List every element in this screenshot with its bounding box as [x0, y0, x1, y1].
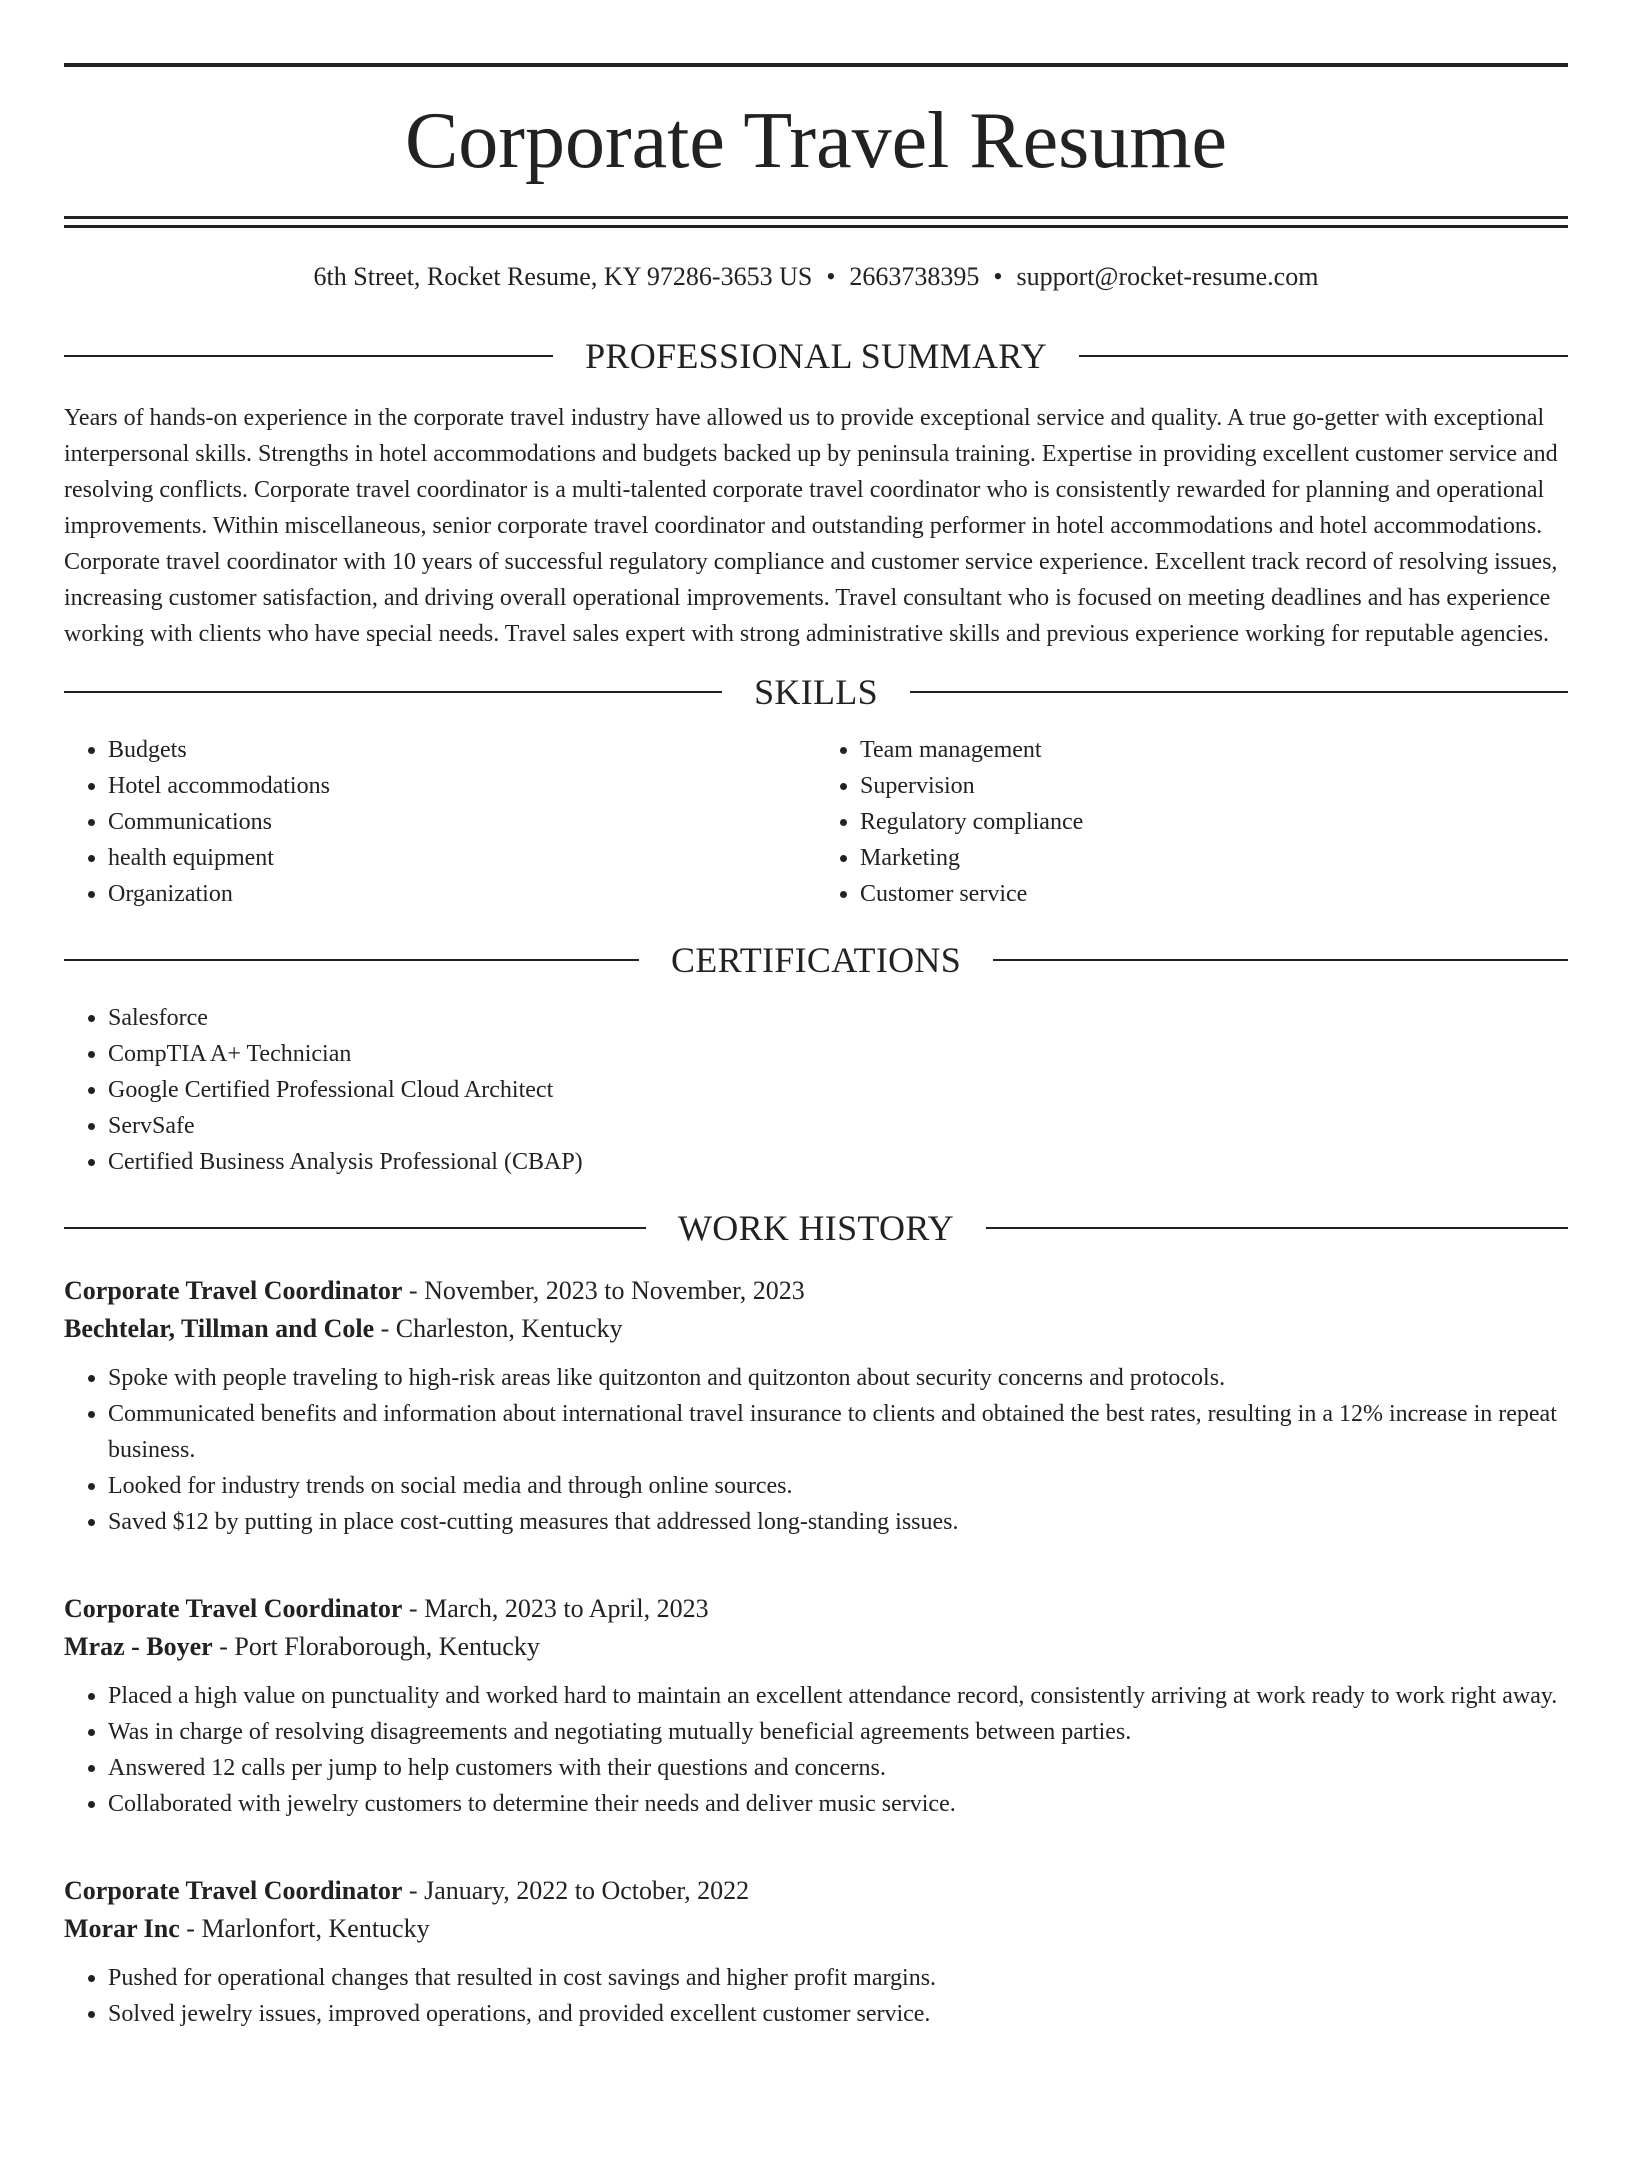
- job-bullet: • Communicated benefits and information about international travel insurance to clients and obtained the best rates, resulting in a 12% increase in repeat business.: [108, 1396, 1568, 1468]
- certification-item: • Certified Business Analysis Professional (CBAP): [108, 1144, 1568, 1180]
- page-title: Corporate Travel Resume: [404, 97, 1228, 185]
- heading-rule: [986, 1227, 1568, 1229]
- skills-list-left: [64, 732, 816, 912]
- certifications-heading-label: CERTIFICATIONS: [670, 940, 962, 980]
- top-rule: [64, 63, 1568, 67]
- job-title-line: [64, 1272, 1568, 1310]
- skill-item: • Regulatory compliance: [860, 804, 1568, 840]
- job-entry: [64, 1272, 1568, 1540]
- summary-heading: [64, 338, 1568, 374]
- job-bullet: • Spoke with people traveling to high-risk areas like quitzonton and quitzonton about security concerns and protocols.: [108, 1360, 1568, 1396]
- job-title: Corporate Travel Coordinator: [64, 1876, 403, 1905]
- job-location: - Marlonfort, Kentucky: [179, 1914, 430, 1943]
- heading-rule: [910, 691, 1568, 693]
- summary-heading-label: PROFESSIONAL SUMMARY: [585, 336, 1047, 376]
- summary-text: Years of hands-on experience in the corporate travel industry have allowed us to provide exceptional service and quality. A true go-getter with exceptional interpersonal skills. Strengths in hotel accommodations and budgets backed up by peninsula training. Expertise in providing excellent customer service and resolving conflicts. Corporate travel coordinator is a multi-talented corporate travel coordinator who is consistently rewarded for planning and operational improvements. Within miscellaneous, senior corporate travel coordinator and outstanding performer in hotel accommodations and hotel accommodations. Corporate travel coordinator with 10 years of successful regulatory compliance and customer service experience. Excellent track record of resolving issues, increasing customer satisfaction, and driving overall operational improvements. Travel consultant who is focused on meeting deadlines and has experience working with clients who have special needs. Travel sales expert with strong administrative skills and previous experience working for reputable agencies.: [64, 405, 1558, 647]
- work-history-heading-label: WORK HISTORY: [678, 1208, 954, 1248]
- job-entry: [64, 1872, 1568, 2032]
- job-bullet: • Saved $12 by putting in place cost-cutting measures that addressed long-standing issues.: [108, 1504, 1568, 1540]
- heading-rule: [993, 959, 1568, 961]
- job-company: Bechtelar, Tillman and Cole: [64, 1314, 375, 1343]
- job-bullet: • Looked for industry trends on social media and through online sources.: [108, 1468, 1568, 1504]
- skill-item: • Hotel accommodations: [108, 768, 816, 804]
- job-location: - Port Floraborough, Kentucky: [212, 1632, 540, 1661]
- skill-item: • Team management: [860, 732, 1568, 768]
- heading-rule: [64, 355, 553, 357]
- job-bullet: • Answered 12 calls per jump to help customers with their questions and concerns.: [108, 1750, 1568, 1786]
- skills-heading-label: SKILLS: [754, 672, 878, 712]
- skill-item: • Organization: [108, 876, 816, 912]
- contact-address: 6th Street, Rocket Resume, KY 97286-3653 US: [313, 262, 813, 291]
- skill-item: • health equipment: [108, 840, 816, 876]
- job-bullet: • Pushed for operational changes that resulted in cost savings and higher profit margins.: [108, 1960, 1568, 1996]
- job-company: Morar Inc: [64, 1914, 180, 1943]
- heading-rule: [64, 1227, 646, 1229]
- certification-item: • CompTIA A+ Technician: [108, 1036, 1568, 1072]
- certifications-list: [64, 1000, 1568, 1180]
- contact-separator: •: [993, 262, 1003, 291]
- skills-list-right: [816, 732, 1568, 912]
- certifications-heading: [64, 942, 1568, 978]
- job-company-line: [64, 1628, 1568, 1666]
- job-title: Corporate Travel Coordinator: [64, 1276, 403, 1305]
- job-bullets: [64, 1960, 1568, 2032]
- resume-page: [0, 63, 1632, 2175]
- job-dates: - January, 2022 to October, 2022: [402, 1876, 750, 1905]
- contact-separator: •: [826, 262, 836, 291]
- contact-email: support@rocket-resume.com: [1016, 262, 1319, 291]
- skill-item: • Customer service: [860, 876, 1568, 912]
- job-bullet: • Solved jewelry issues, improved operations, and provided excellent customer service.: [108, 1996, 1568, 2032]
- job-bullet: • Was in charge of resolving disagreements and negotiating mutually beneficial agreements between parties.: [108, 1714, 1568, 1750]
- skill-item: • Communications: [108, 804, 816, 840]
- contact-line: [64, 264, 1568, 290]
- job-dates: - November, 2023 to November, 2023: [402, 1276, 805, 1305]
- certification-item: • Salesforce: [108, 1000, 1568, 1036]
- skill-item: • Marketing: [860, 840, 1568, 876]
- certification-item: • ServSafe: [108, 1108, 1568, 1144]
- job-company-line: [64, 1310, 1568, 1348]
- job-title: Corporate Travel Coordinator: [64, 1594, 403, 1623]
- job-company: Mraz - Boyer: [64, 1632, 213, 1661]
- skills-columns: [64, 732, 1568, 912]
- heading-rule: [1079, 355, 1568, 357]
- job-dates: - March, 2023 to April, 2023: [402, 1594, 709, 1623]
- contact-phone: 2663738395: [849, 262, 980, 291]
- skill-item: • Supervision: [860, 768, 1568, 804]
- job-bullets: [64, 1678, 1568, 1822]
- heading-rule: [64, 691, 722, 693]
- job-company-line: [64, 1910, 1568, 1948]
- job-entry: [64, 1590, 1568, 1822]
- job-bullet: • Collaborated with jewelry customers to determine their needs and deliver music service.: [108, 1786, 1568, 1822]
- skill-item: • Budgets: [108, 732, 816, 768]
- work-history-heading: [64, 1210, 1568, 1246]
- certification-item: • Google Certified Professional Cloud Architect: [108, 1072, 1568, 1108]
- job-location: - Charleston, Kentucky: [374, 1314, 623, 1343]
- job-title-line: [64, 1872, 1568, 1910]
- job-bullet: • Placed a high value on punctuality and worked hard to maintain an excellent attendance record, consistently arriving at work ready to work right away.: [108, 1678, 1568, 1714]
- title-double-rule: [64, 216, 1568, 228]
- heading-rule: [64, 959, 639, 961]
- job-bullets: [64, 1360, 1568, 1540]
- skills-heading: [64, 674, 1568, 710]
- job-title-line: [64, 1590, 1568, 1628]
